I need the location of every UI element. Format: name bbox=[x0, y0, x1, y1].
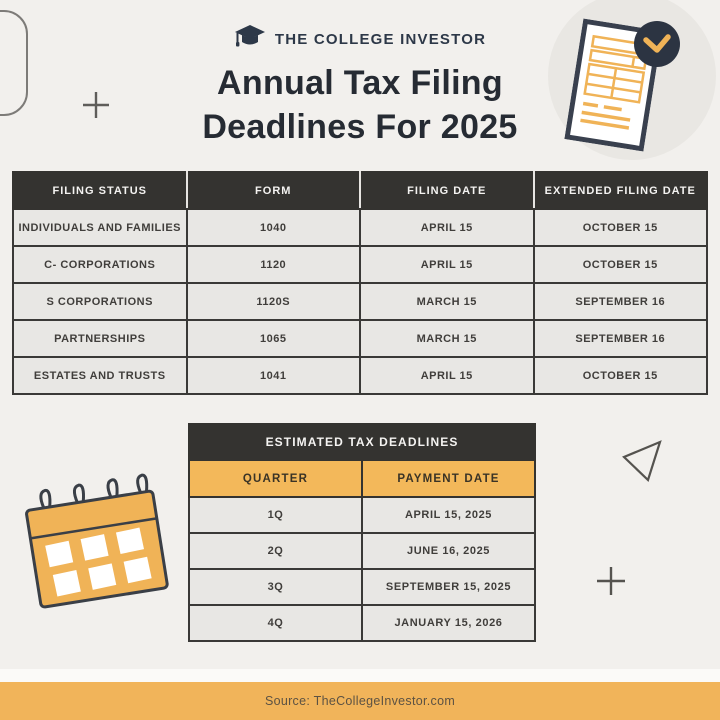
quarter-cell: 1Q bbox=[189, 497, 362, 533]
filing-status-cell: ESTATES AND TRUSTS bbox=[13, 357, 187, 394]
table-row bbox=[13, 357, 707, 394]
footer-source-bar bbox=[0, 682, 720, 720]
form-cell: 1041 bbox=[187, 357, 361, 394]
filing-deadlines-table bbox=[12, 171, 708, 395]
table-row bbox=[189, 569, 535, 605]
extended-date-cell: OCTOBER 15 bbox=[534, 246, 708, 283]
extended-date-cell: SEPTEMBER 16 bbox=[534, 283, 708, 320]
filing-date-cell: APRIL 15 bbox=[360, 357, 534, 394]
estimated-table-header-row bbox=[189, 460, 535, 497]
brand-name: THE COLLEGE INVESTOR bbox=[274, 31, 487, 48]
filing-date-cell: MARCH 15 bbox=[360, 283, 534, 320]
filing-date-cell: APRIL 15 bbox=[360, 246, 534, 283]
extended-date-cell: OCTOBER 15 bbox=[534, 209, 708, 246]
filing-date-cell: APRIL 15 bbox=[360, 209, 534, 246]
estimated-tax-table bbox=[188, 423, 536, 642]
quarter-cell: 4Q bbox=[189, 605, 362, 641]
source-text: Source: TheCollegeInvestor.com bbox=[264, 694, 456, 708]
graduation-cap-icon bbox=[234, 24, 266, 55]
brand-header bbox=[0, 24, 720, 55]
payment-date-cell: JANUARY 15, 2026 bbox=[362, 605, 535, 641]
calendar-icon bbox=[12, 463, 182, 624]
triangle-outline-icon bbox=[620, 436, 666, 489]
table-row bbox=[13, 209, 707, 246]
payment-date-cell: SEPTEMBER 15, 2025 bbox=[362, 569, 535, 605]
extended-date-cell: OCTOBER 15 bbox=[534, 357, 708, 394]
page-title-line2: Deadlines For 2025 bbox=[202, 107, 518, 146]
payment-date-cell: JUNE 16, 2025 bbox=[362, 533, 535, 569]
column-header-quarter: QUARTER bbox=[189, 460, 362, 497]
footer-divider-strip bbox=[0, 669, 720, 682]
column-header-payment-date: PAYMENT DATE bbox=[362, 460, 535, 497]
filing-status-cell: PARTNERSHIPS bbox=[13, 320, 187, 357]
filing-status-cell: S CORPORATIONS bbox=[13, 283, 187, 320]
page-title bbox=[0, 62, 720, 149]
column-header-filing-status: FILING STATUS bbox=[13, 172, 187, 209]
page-title-line1: Annual Tax Filing bbox=[217, 64, 503, 102]
filing-status-cell: C- CORPORATIONS bbox=[13, 246, 187, 283]
table-row bbox=[13, 283, 707, 320]
quarter-cell: 3Q bbox=[189, 569, 362, 605]
extended-date-cell: SEPTEMBER 16 bbox=[534, 320, 708, 357]
table-row bbox=[13, 320, 707, 357]
form-cell: 1120 bbox=[187, 246, 361, 283]
table-row bbox=[189, 533, 535, 569]
column-header-form: FORM bbox=[187, 172, 361, 209]
plus-icon bbox=[596, 566, 626, 601]
estimated-table-title: ESTIMATED TAX DEADLINES bbox=[189, 424, 535, 460]
column-header-extended-date: EXTENDED FILING DATE bbox=[534, 172, 708, 209]
form-cell: 1040 bbox=[187, 209, 361, 246]
filing-status-cell: INDIVIDUALS AND FAMILIES bbox=[13, 209, 187, 246]
payment-date-cell: APRIL 15, 2025 bbox=[362, 497, 535, 533]
form-cell: 1120S bbox=[187, 283, 361, 320]
filing-date-cell: MARCH 15 bbox=[360, 320, 534, 357]
table-row bbox=[189, 605, 535, 641]
table-row bbox=[189, 497, 535, 533]
estimated-table-title-row bbox=[189, 424, 535, 460]
table-row bbox=[13, 246, 707, 283]
form-cell: 1065 bbox=[187, 320, 361, 357]
column-header-filing-date: FILING DATE bbox=[360, 172, 534, 209]
quarter-cell: 2Q bbox=[189, 533, 362, 569]
filing-table-header-row bbox=[13, 172, 707, 209]
